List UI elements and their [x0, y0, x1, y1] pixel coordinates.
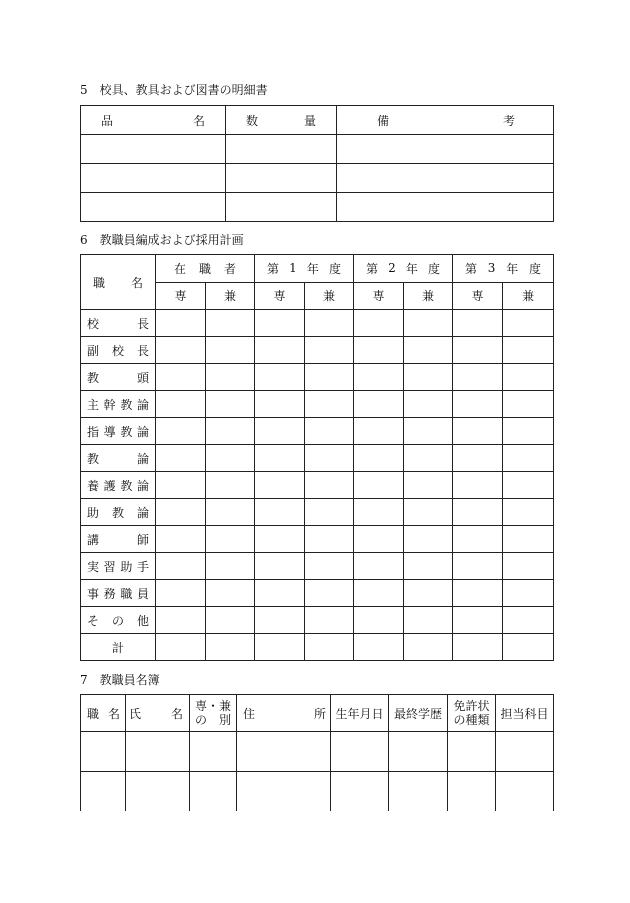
header-char: 度	[528, 261, 541, 276]
cell-input[interactable]	[453, 337, 503, 364]
role-label	[81, 472, 156, 499]
role-label	[81, 310, 156, 337]
cell-input[interactable]	[305, 418, 354, 445]
cell-input[interactable]	[255, 364, 305, 391]
cell-input[interactable]	[453, 391, 503, 418]
cell-input[interactable]	[404, 499, 453, 526]
roster-header	[81, 695, 554, 732]
cell-input[interactable]	[503, 607, 554, 634]
cell-input[interactable]	[354, 337, 404, 364]
cell-input[interactable]	[305, 634, 354, 661]
cell-input[interactable]	[354, 364, 404, 391]
cell-input[interactable]	[255, 499, 305, 526]
cell-input[interactable]	[156, 499, 206, 526]
header-quantity	[226, 106, 337, 135]
cell-input[interactable]	[237, 772, 331, 812]
cell-input[interactable]	[337, 164, 554, 193]
cell-input[interactable]	[448, 732, 496, 772]
table-row	[81, 310, 554, 337]
cell-input[interactable]	[305, 526, 354, 553]
header-char: 名	[170, 706, 183, 721]
cell-input[interactable]	[226, 164, 337, 193]
role-label	[81, 445, 156, 472]
role-label-char: 事	[87, 586, 100, 601]
cell-input[interactable]	[503, 553, 554, 580]
cell-input[interactable]	[503, 526, 554, 553]
cell-input[interactable]	[305, 499, 354, 526]
header-license-line2: の種類	[453, 713, 490, 727]
role-label	[81, 337, 156, 364]
cell-input[interactable]	[354, 607, 404, 634]
table-row	[81, 732, 554, 772]
cell-input[interactable]	[503, 634, 554, 661]
cell-input[interactable]	[354, 499, 404, 526]
header-part-time: 兼	[503, 282, 554, 310]
cell-input[interactable]	[255, 580, 305, 607]
cell-input[interactable]	[503, 445, 554, 472]
role-label-char: そ	[87, 613, 100, 628]
cell-input[interactable]	[404, 607, 453, 634]
header-part-time: 兼	[305, 282, 354, 310]
role-label-text	[87, 315, 149, 332]
cell-input[interactable]	[404, 418, 453, 445]
header-role-char: 職	[93, 275, 106, 290]
role-label-char: 頭	[136, 370, 149, 385]
cell-input[interactable]	[206, 499, 255, 526]
cell-input[interactable]	[503, 364, 554, 391]
cell-input[interactable]	[206, 364, 255, 391]
role-label-char: 養	[87, 478, 100, 493]
header-subject: 担当科目	[496, 695, 554, 732]
cell-input[interactable]	[503, 580, 554, 607]
table-row	[81, 337, 554, 364]
cell-input[interactable]	[255, 607, 305, 634]
cell-input[interactable]	[453, 310, 503, 337]
role-label-text	[87, 504, 149, 521]
header-char: 年	[405, 261, 418, 276]
header-item-name	[81, 106, 226, 135]
cell-input[interactable]	[389, 772, 448, 812]
cell-input[interactable]	[337, 193, 554, 222]
cell-input[interactable]	[503, 337, 554, 364]
table-row	[81, 193, 554, 222]
cell-input[interactable]	[404, 337, 453, 364]
cell-input[interactable]	[255, 337, 305, 364]
role-label	[81, 553, 156, 580]
cell-input[interactable]	[255, 634, 305, 661]
cell-input[interactable]	[496, 732, 554, 772]
cell-input[interactable]	[255, 553, 305, 580]
role-label-char: 校	[87, 316, 100, 331]
cell-input[interactable]	[81, 135, 226, 164]
table-row	[81, 364, 554, 391]
cell-input[interactable]	[156, 391, 206, 418]
staffing-role-rows	[81, 310, 554, 634]
table-row	[81, 580, 554, 607]
cell-input[interactable]	[305, 364, 354, 391]
cell-input[interactable]	[354, 418, 404, 445]
header-char: 氏	[129, 706, 142, 721]
header-char: の	[195, 713, 208, 727]
header-char: 名	[107, 706, 120, 721]
table-row	[81, 445, 554, 472]
role-label-char: 他	[136, 613, 149, 628]
role-label-char: 師	[136, 532, 149, 547]
header-remarks	[337, 106, 554, 135]
cell-input[interactable]	[237, 732, 331, 772]
role-label-text	[87, 342, 149, 359]
header-year-1	[255, 255, 354, 283]
cell-input[interactable]	[126, 772, 190, 812]
role-label-char: 教	[111, 505, 124, 520]
role-label-text	[87, 612, 149, 629]
staffing-header-groups	[81, 255, 554, 283]
header-char: 職	[87, 706, 100, 721]
table-row	[81, 472, 554, 499]
cell-input[interactable]	[503, 418, 554, 445]
cell-input[interactable]	[156, 553, 206, 580]
header-position	[81, 695, 126, 732]
role-label-text	[87, 396, 149, 413]
staffing-total-row	[81, 634, 554, 661]
cell-input[interactable]	[448, 772, 496, 812]
header-year-3	[453, 255, 554, 283]
role-label-text	[87, 477, 149, 494]
role-label-text	[87, 585, 149, 602]
role-label-text	[87, 531, 149, 548]
role-label-char: 導	[103, 424, 116, 439]
cell-input[interactable]	[453, 499, 503, 526]
header-year-2	[354, 255, 453, 283]
cell-input[interactable]	[156, 337, 206, 364]
cell-input[interactable]	[354, 472, 404, 499]
cell-input[interactable]	[453, 580, 503, 607]
cell-input[interactable]	[453, 553, 503, 580]
header-license-line1: 免許状	[453, 699, 490, 713]
header-full-time: 専	[156, 282, 206, 310]
header-employment-type-line1: 専・兼	[194, 699, 231, 713]
header-char: 住	[243, 706, 256, 721]
header-employment-type	[190, 695, 237, 732]
header-remarks-char: 備	[377, 113, 390, 128]
header-char: 第	[465, 261, 478, 276]
header-char: 1	[289, 261, 297, 276]
role-label-char: 校	[111, 343, 124, 358]
role-label-char: 職	[120, 586, 133, 601]
cell-input[interactable]	[453, 445, 503, 472]
cell-input[interactable]	[81, 164, 226, 193]
header-char: 度	[328, 261, 341, 276]
role-label-char: 教	[87, 451, 100, 466]
cell-input[interactable]	[305, 310, 354, 337]
cell-input[interactable]	[81, 732, 126, 772]
role-label-char: 助	[120, 559, 133, 574]
cell-input[interactable]	[156, 634, 206, 661]
header-char: 別	[218, 713, 231, 727]
cell-input[interactable]	[354, 580, 404, 607]
cell-input[interactable]	[404, 580, 453, 607]
header-full-time: 専	[255, 282, 305, 310]
cell-input[interactable]	[305, 391, 354, 418]
header-item-name-char: 名	[192, 113, 205, 128]
role-label-char: 教	[120, 478, 133, 493]
header-char: 者	[224, 261, 237, 276]
role-label-char: 務	[103, 586, 116, 601]
cell-input[interactable]	[226, 193, 337, 222]
table-row	[81, 418, 554, 445]
cell-input[interactable]	[156, 445, 206, 472]
cell-input[interactable]	[156, 580, 206, 607]
cell-input[interactable]	[305, 445, 354, 472]
header-char: 第	[267, 261, 280, 276]
cell-input[interactable]	[255, 310, 305, 337]
cell-input[interactable]	[206, 337, 255, 364]
header-full-time: 専	[453, 282, 503, 310]
equipment-table-header	[81, 106, 554, 135]
role-label-text	[87, 369, 149, 386]
cell-input[interactable]	[206, 634, 255, 661]
role-label-char: 長	[136, 316, 149, 331]
cell-input[interactable]	[404, 634, 453, 661]
header-part-time: 兼	[206, 282, 255, 310]
role-label	[81, 364, 156, 391]
header-date-of-birth: 生年月日	[331, 695, 389, 732]
role-label-char: 論	[136, 478, 149, 493]
cell-input[interactable]	[354, 553, 404, 580]
role-label	[81, 391, 156, 418]
cell-input[interactable]	[305, 337, 354, 364]
cell-input[interactable]	[337, 135, 554, 164]
header-quantity-char: 数	[246, 113, 259, 128]
header-char: 年	[506, 261, 519, 276]
role-label-char: 講	[87, 532, 100, 547]
cell-input[interactable]	[453, 634, 503, 661]
cell-input[interactable]	[503, 391, 554, 418]
header-char: 所	[313, 706, 326, 721]
cell-input[interactable]	[453, 364, 503, 391]
role-label-char: 指	[87, 424, 100, 439]
cell-input[interactable]	[190, 772, 237, 812]
table-row	[81, 607, 554, 634]
table-row	[81, 499, 554, 526]
role-label-char: 護	[103, 478, 116, 493]
role-label	[81, 580, 156, 607]
cell-input[interactable]	[206, 310, 255, 337]
cell-input[interactable]	[156, 418, 206, 445]
header-name	[126, 695, 190, 732]
cell-input[interactable]	[156, 310, 206, 337]
role-label-char: 論	[136, 451, 149, 466]
cell-input[interactable]	[206, 607, 255, 634]
cell-input[interactable]	[156, 526, 206, 553]
cell-input[interactable]	[190, 732, 237, 772]
table-row	[81, 391, 554, 418]
cell-input[interactable]	[453, 472, 503, 499]
role-label-char: 教	[120, 397, 133, 412]
cell-input[interactable]	[226, 135, 337, 164]
role-label-char: 実	[87, 559, 100, 574]
header-char: 度	[427, 261, 440, 276]
role-label-text	[87, 558, 149, 575]
cell-input[interactable]	[503, 499, 554, 526]
role-label-char: の	[111, 613, 124, 628]
role-label-char: 員	[136, 586, 149, 601]
cell-input[interactable]	[354, 391, 404, 418]
cell-input[interactable]	[404, 472, 453, 499]
section6-title: 6 教職員編成および採用計画	[80, 233, 244, 247]
cell-input[interactable]	[404, 526, 453, 553]
cell-input[interactable]	[331, 772, 389, 812]
header-address	[237, 695, 331, 732]
role-label	[81, 607, 156, 634]
header-role-char: 名	[130, 275, 143, 290]
cell-input[interactable]	[81, 772, 126, 812]
header-education: 最終学歴	[389, 695, 448, 732]
staffing-plan-table	[80, 254, 554, 661]
role-label-char: 助	[87, 505, 100, 520]
header-full-time: 専	[354, 282, 404, 310]
cell-input[interactable]	[156, 472, 206, 499]
cell-input[interactable]	[389, 732, 448, 772]
role-label-char: 副	[87, 343, 100, 358]
cell-input[interactable]	[156, 607, 206, 634]
role-label-char: 主	[87, 397, 100, 412]
cell-input[interactable]	[206, 553, 255, 580]
header-char: 2	[388, 261, 396, 276]
cell-input[interactable]	[453, 607, 503, 634]
cell-input[interactable]	[404, 310, 453, 337]
cell-input[interactable]	[404, 445, 453, 472]
cell-input[interactable]	[206, 526, 255, 553]
cell-input[interactable]	[206, 472, 255, 499]
cell-input[interactable]	[206, 391, 255, 418]
cell-input[interactable]	[354, 310, 404, 337]
header-current-staff	[156, 255, 255, 283]
cell-input[interactable]	[206, 445, 255, 472]
table-row	[81, 164, 554, 193]
table-row	[81, 526, 554, 553]
table-row	[81, 772, 554, 812]
role-label-char: 手	[136, 559, 149, 574]
cell-input[interactable]	[126, 732, 190, 772]
cell-input[interactable]	[354, 445, 404, 472]
role-label	[81, 526, 156, 553]
role-label-char: 長	[136, 343, 149, 358]
header-remarks-char: 考	[502, 113, 515, 128]
cell-input[interactable]	[503, 472, 554, 499]
cell-input[interactable]	[305, 607, 354, 634]
header-char: 職	[199, 261, 212, 276]
header-char: 在	[174, 261, 187, 276]
cell-input[interactable]	[404, 364, 453, 391]
header-part-time: 兼	[404, 282, 453, 310]
header-license-type	[448, 695, 496, 732]
role-label	[81, 499, 156, 526]
role-label-char: 習	[103, 559, 116, 574]
role-label-char: 論	[136, 505, 149, 520]
cell-input[interactable]	[503, 310, 554, 337]
table-row	[81, 553, 554, 580]
role-label	[81, 418, 156, 445]
cell-input[interactable]	[206, 418, 255, 445]
header-quantity-char: 量	[303, 113, 316, 128]
total-label: 計	[81, 634, 156, 661]
cell-input[interactable]	[404, 553, 453, 580]
header-role	[81, 255, 156, 310]
role-label-text	[87, 450, 149, 467]
header-char: 年	[306, 261, 319, 276]
cell-input[interactable]	[255, 445, 305, 472]
role-label-char: 教	[120, 424, 133, 439]
role-label-char: 論	[136, 424, 149, 439]
staff-roster-table	[80, 694, 554, 811]
cell-input[interactable]	[404, 391, 453, 418]
cell-input[interactable]	[156, 364, 206, 391]
header-char: 3	[487, 261, 496, 276]
cell-input[interactable]	[305, 580, 354, 607]
cell-input[interactable]	[255, 526, 305, 553]
cell-input[interactable]	[255, 418, 305, 445]
role-label-char: 教	[87, 370, 100, 385]
cell-input[interactable]	[354, 634, 404, 661]
cell-input[interactable]	[496, 772, 554, 812]
cell-input[interactable]	[354, 526, 404, 553]
cell-input[interactable]	[331, 732, 389, 772]
cell-input[interactable]	[206, 580, 255, 607]
header-char: 第	[366, 261, 379, 276]
header-item-name-char: 品	[101, 113, 114, 128]
cell-input[interactable]	[255, 472, 305, 499]
cell-input[interactable]	[305, 553, 354, 580]
table-row	[81, 135, 554, 164]
section7-title: 7 教職員名簿	[80, 673, 160, 687]
cell-input[interactable]	[81, 193, 226, 222]
cell-input[interactable]	[453, 418, 503, 445]
cell-input[interactable]	[453, 526, 503, 553]
cell-input[interactable]	[255, 391, 305, 418]
role-label-char: 幹	[103, 397, 116, 412]
role-label-text	[87, 423, 149, 440]
role-label-char: 論	[136, 397, 149, 412]
equipment-table	[80, 105, 554, 222]
section5-title: 5 校具、教具および図書の明細書	[80, 83, 268, 97]
cell-input[interactable]	[305, 472, 354, 499]
